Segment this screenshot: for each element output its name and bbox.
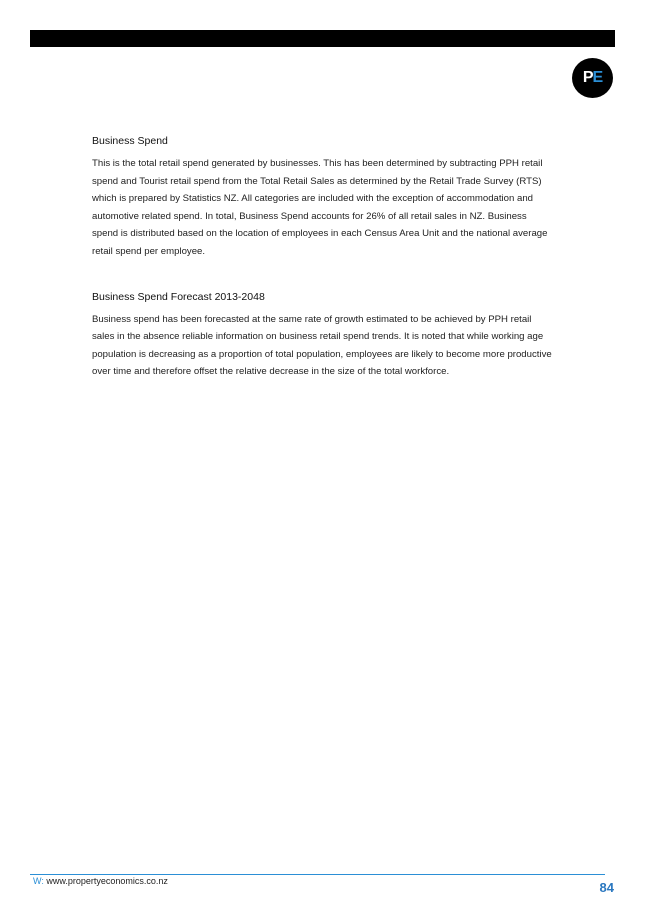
website-label: W: [33,876,44,886]
page-content [92,135,554,381]
section-business-spend-forecast [92,291,554,381]
footer-divider [30,874,605,875]
section-heading: Business Spend [92,135,168,147]
section-body: Business spend has been forecasted at the same rate of growth estimated to be achieved by PPH retail sales in the absence reliable information on business retail spend trends. It is noted that while working age population is decreasing as a proportion of total population, employees are likely to become more productive over time and therefore offset the relative decrease in the size of the total workforce. [92,313,552,378]
section-business-spend [92,135,554,261]
website-link[interactable]: www.propertyeconomics.co.nz [46,876,168,886]
logo-letter-e: E [592,69,603,86]
property-economics-logo [572,58,613,98]
logo-letter-p: P [582,69,593,86]
footer-website [33,876,168,886]
page-number: 84 [599,880,614,895]
header-bar [30,30,615,47]
section-heading: Business Spend Forecast 2013-2048 [92,290,265,303]
section-body: This is the total retail spend generated by businesses. This has been determined by subtracting PPH retail spend and Tourist retail spend from the Total Retail Sales as determined by the Retail Trade Survey (RTS) which is prepared by Statistics NZ. All categories are included with the exception of accommodation and automotive related spend. In total, Business Spend accounts for 26% of all retail sales in NZ. Business spend is distributed based on the location of employees in each Census Area Unit and the national average retail spend per employee. [92,158,548,257]
